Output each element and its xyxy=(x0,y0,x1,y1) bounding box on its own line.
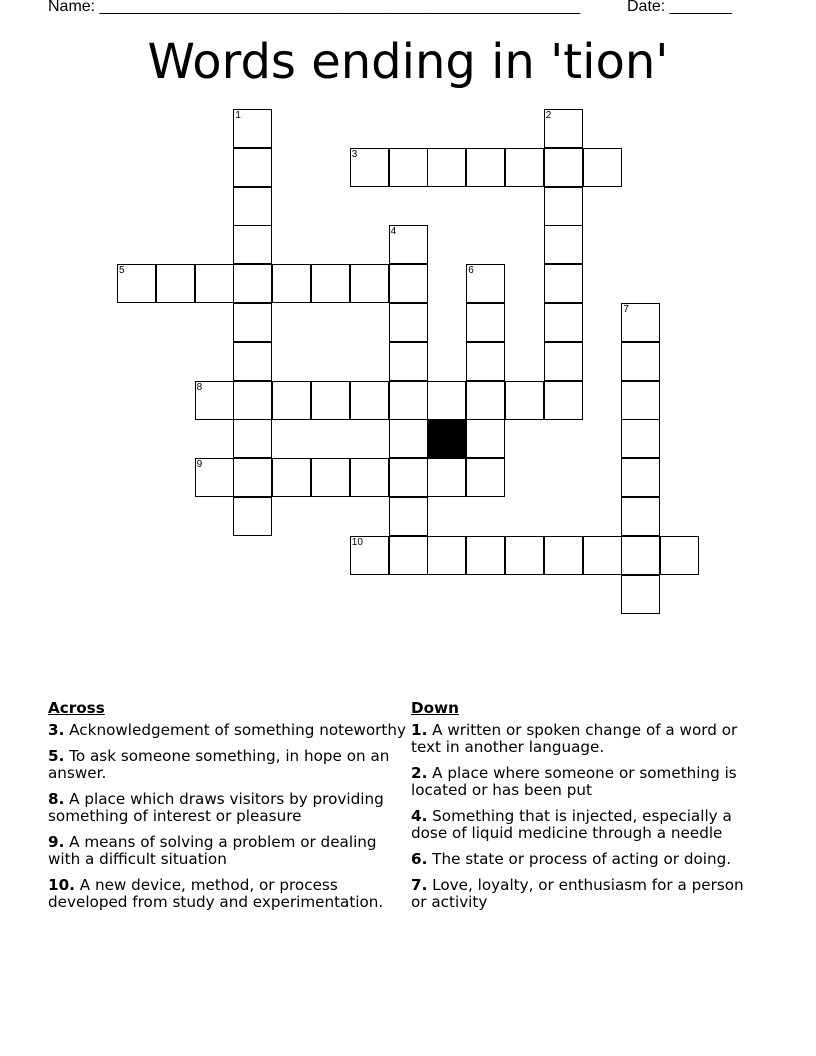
grid-cell[interactable] xyxy=(427,458,466,497)
grid-cell[interactable] xyxy=(389,303,428,342)
grid-cell[interactable] xyxy=(466,419,505,458)
grid-cell[interactable] xyxy=(117,264,156,303)
grid-cell[interactable] xyxy=(505,536,544,575)
grid-cell[interactable] xyxy=(505,381,544,420)
blocked-cell xyxy=(427,419,466,458)
clue-across-9 xyxy=(48,834,408,868)
clue-down-2 xyxy=(411,765,763,799)
grid-cell[interactable] xyxy=(233,225,272,264)
clue-number: 9. xyxy=(48,833,65,851)
grid-cell[interactable] xyxy=(505,148,544,187)
grid-cell[interactable] xyxy=(621,342,660,381)
grid-cell[interactable] xyxy=(544,303,583,342)
grid-cell[interactable] xyxy=(466,342,505,381)
grid-cell[interactable] xyxy=(311,458,350,497)
grid-cell[interactable] xyxy=(350,381,389,420)
grid-cell[interactable] xyxy=(156,264,195,303)
grid-cell[interactable] xyxy=(311,381,350,420)
grid-cell[interactable] xyxy=(544,342,583,381)
grid-cell[interactable] xyxy=(466,381,505,420)
grid-cell[interactable] xyxy=(350,458,389,497)
clue-number-label: 4 xyxy=(390,226,397,238)
clue-number: 6. xyxy=(411,850,428,868)
grid-cell[interactable] xyxy=(389,225,428,264)
clue-number-label: 9 xyxy=(196,459,203,471)
clue-number: 1. xyxy=(411,721,428,739)
grid-cell[interactable] xyxy=(621,536,660,575)
grid-cell[interactable] xyxy=(466,303,505,342)
clue-across-5 xyxy=(48,748,408,782)
grid-cell[interactable] xyxy=(195,264,234,303)
grid-cell[interactable] xyxy=(466,458,505,497)
grid-cell[interactable] xyxy=(233,342,272,381)
clue-down-6 xyxy=(411,851,763,868)
grid-cell[interactable] xyxy=(544,187,583,226)
grid-cell[interactable] xyxy=(272,458,311,497)
grid-cell[interactable] xyxy=(621,575,660,614)
grid-cell[interactable] xyxy=(544,109,583,148)
grid-cell[interactable] xyxy=(427,148,466,187)
grid-cell[interactable] xyxy=(583,536,622,575)
grid-cell[interactable] xyxy=(389,419,428,458)
grid-cell[interactable] xyxy=(389,148,428,187)
clue-text: A place which draws visitors by providing something of interest or pleasure xyxy=(48,790,384,825)
down-heading: Down xyxy=(411,699,459,717)
grid-cell[interactable] xyxy=(427,381,466,420)
grid-cell[interactable] xyxy=(272,264,311,303)
grid-cell[interactable] xyxy=(350,264,389,303)
grid-cell[interactable] xyxy=(544,381,583,420)
clue-number-label: 2 xyxy=(545,110,552,121)
grid-cell[interactable] xyxy=(233,381,272,420)
clue-number: 4. xyxy=(411,807,428,825)
grid-cell[interactable] xyxy=(583,148,622,187)
grid-cell[interactable] xyxy=(544,264,583,303)
clue-number-label: 1 xyxy=(235,110,241,121)
clue-number-label: 5 xyxy=(119,265,125,277)
clue-across-10 xyxy=(48,877,408,911)
clue-down-1 xyxy=(411,722,763,756)
clue-number: 8. xyxy=(48,790,65,808)
clue-number: 2. xyxy=(411,764,428,782)
grid-cell[interactable] xyxy=(621,458,660,497)
across-heading: Across xyxy=(48,699,105,717)
clue-text: To ask someone something, in hope on an answer. xyxy=(48,747,390,782)
clue-text: A means of solving a problem or dealing with a difficult situation xyxy=(48,833,377,868)
clue-across-3 xyxy=(48,722,408,739)
grid-cell[interactable] xyxy=(389,381,428,420)
clue-number-label: 8 xyxy=(196,381,203,393)
grid-cell[interactable] xyxy=(233,148,272,187)
clue-text: Love, loyalty, or enthusiasm for a person or activity xyxy=(411,876,744,911)
clue-text: Something that is injected, especially a dose of liquid medicine through a needle xyxy=(411,807,732,842)
grid-cell[interactable] xyxy=(233,303,272,342)
clue-number: 10. xyxy=(48,876,75,894)
grid-cell[interactable] xyxy=(466,264,505,303)
grid-cell[interactable] xyxy=(233,109,272,148)
grid-cell[interactable] xyxy=(233,264,272,303)
grid-cell[interactable] xyxy=(544,148,583,187)
grid-cell[interactable] xyxy=(311,264,350,303)
clue-down-4 xyxy=(411,808,763,842)
clue-text: A new device, method, or process developed from study and experimentation. xyxy=(48,876,384,911)
name-field[interactable]: Name: ______________________________________________________ xyxy=(48,0,581,15)
clue-number-label: 10 xyxy=(351,536,363,548)
clue-down-7 xyxy=(411,877,763,911)
clue-number-label: 7 xyxy=(623,304,629,315)
grid-cell[interactable] xyxy=(272,381,311,420)
grid-cell[interactable] xyxy=(544,536,583,575)
grid-cell[interactable] xyxy=(389,264,428,303)
grid-cell[interactable] xyxy=(233,497,272,536)
clue-number-label: 6 xyxy=(468,265,474,277)
clue-number: 7. xyxy=(411,876,428,894)
page-title: Words ending in 'tion' xyxy=(147,34,669,90)
grid-cell[interactable] xyxy=(544,225,583,264)
grid-cell[interactable] xyxy=(621,303,660,342)
clue-text: The state or process of acting or doing. xyxy=(427,850,732,868)
clue-number: 3. xyxy=(48,721,65,739)
grid-cell[interactable] xyxy=(389,458,428,497)
clue-number: 5. xyxy=(48,747,65,765)
grid-cell[interactable] xyxy=(427,536,466,575)
grid-cell[interactable] xyxy=(621,419,660,458)
grid-cell[interactable] xyxy=(389,342,428,381)
date-field[interactable]: Date: _______ xyxy=(627,0,732,15)
grid-cell[interactable] xyxy=(466,148,505,187)
grid-cell[interactable] xyxy=(350,536,389,575)
clue-text: Acknowledgement of something noteworthy xyxy=(64,721,406,739)
clue-number-label: 3 xyxy=(351,148,358,160)
clue-text: A place where someone or something is located or has been put xyxy=(411,764,737,799)
clue-text: A written or spoken change of a word or text in another language. xyxy=(411,721,738,756)
grid-cell[interactable] xyxy=(466,536,505,575)
grid-cell[interactable] xyxy=(233,458,272,497)
grid-cell[interactable] xyxy=(389,497,428,536)
grid-cell[interactable] xyxy=(233,187,272,226)
grid-cell[interactable] xyxy=(350,148,389,187)
grid-cell[interactable] xyxy=(233,419,272,458)
grid-cell[interactable] xyxy=(195,458,234,497)
across-clues xyxy=(48,700,408,920)
grid-cell[interactable] xyxy=(389,536,428,575)
clue-across-8 xyxy=(48,791,408,825)
grid-cell[interactable] xyxy=(660,536,699,575)
grid-cell[interactable] xyxy=(621,381,660,420)
down-clues xyxy=(411,700,763,920)
grid-cell[interactable] xyxy=(195,381,234,420)
grid-cell[interactable] xyxy=(621,497,660,536)
